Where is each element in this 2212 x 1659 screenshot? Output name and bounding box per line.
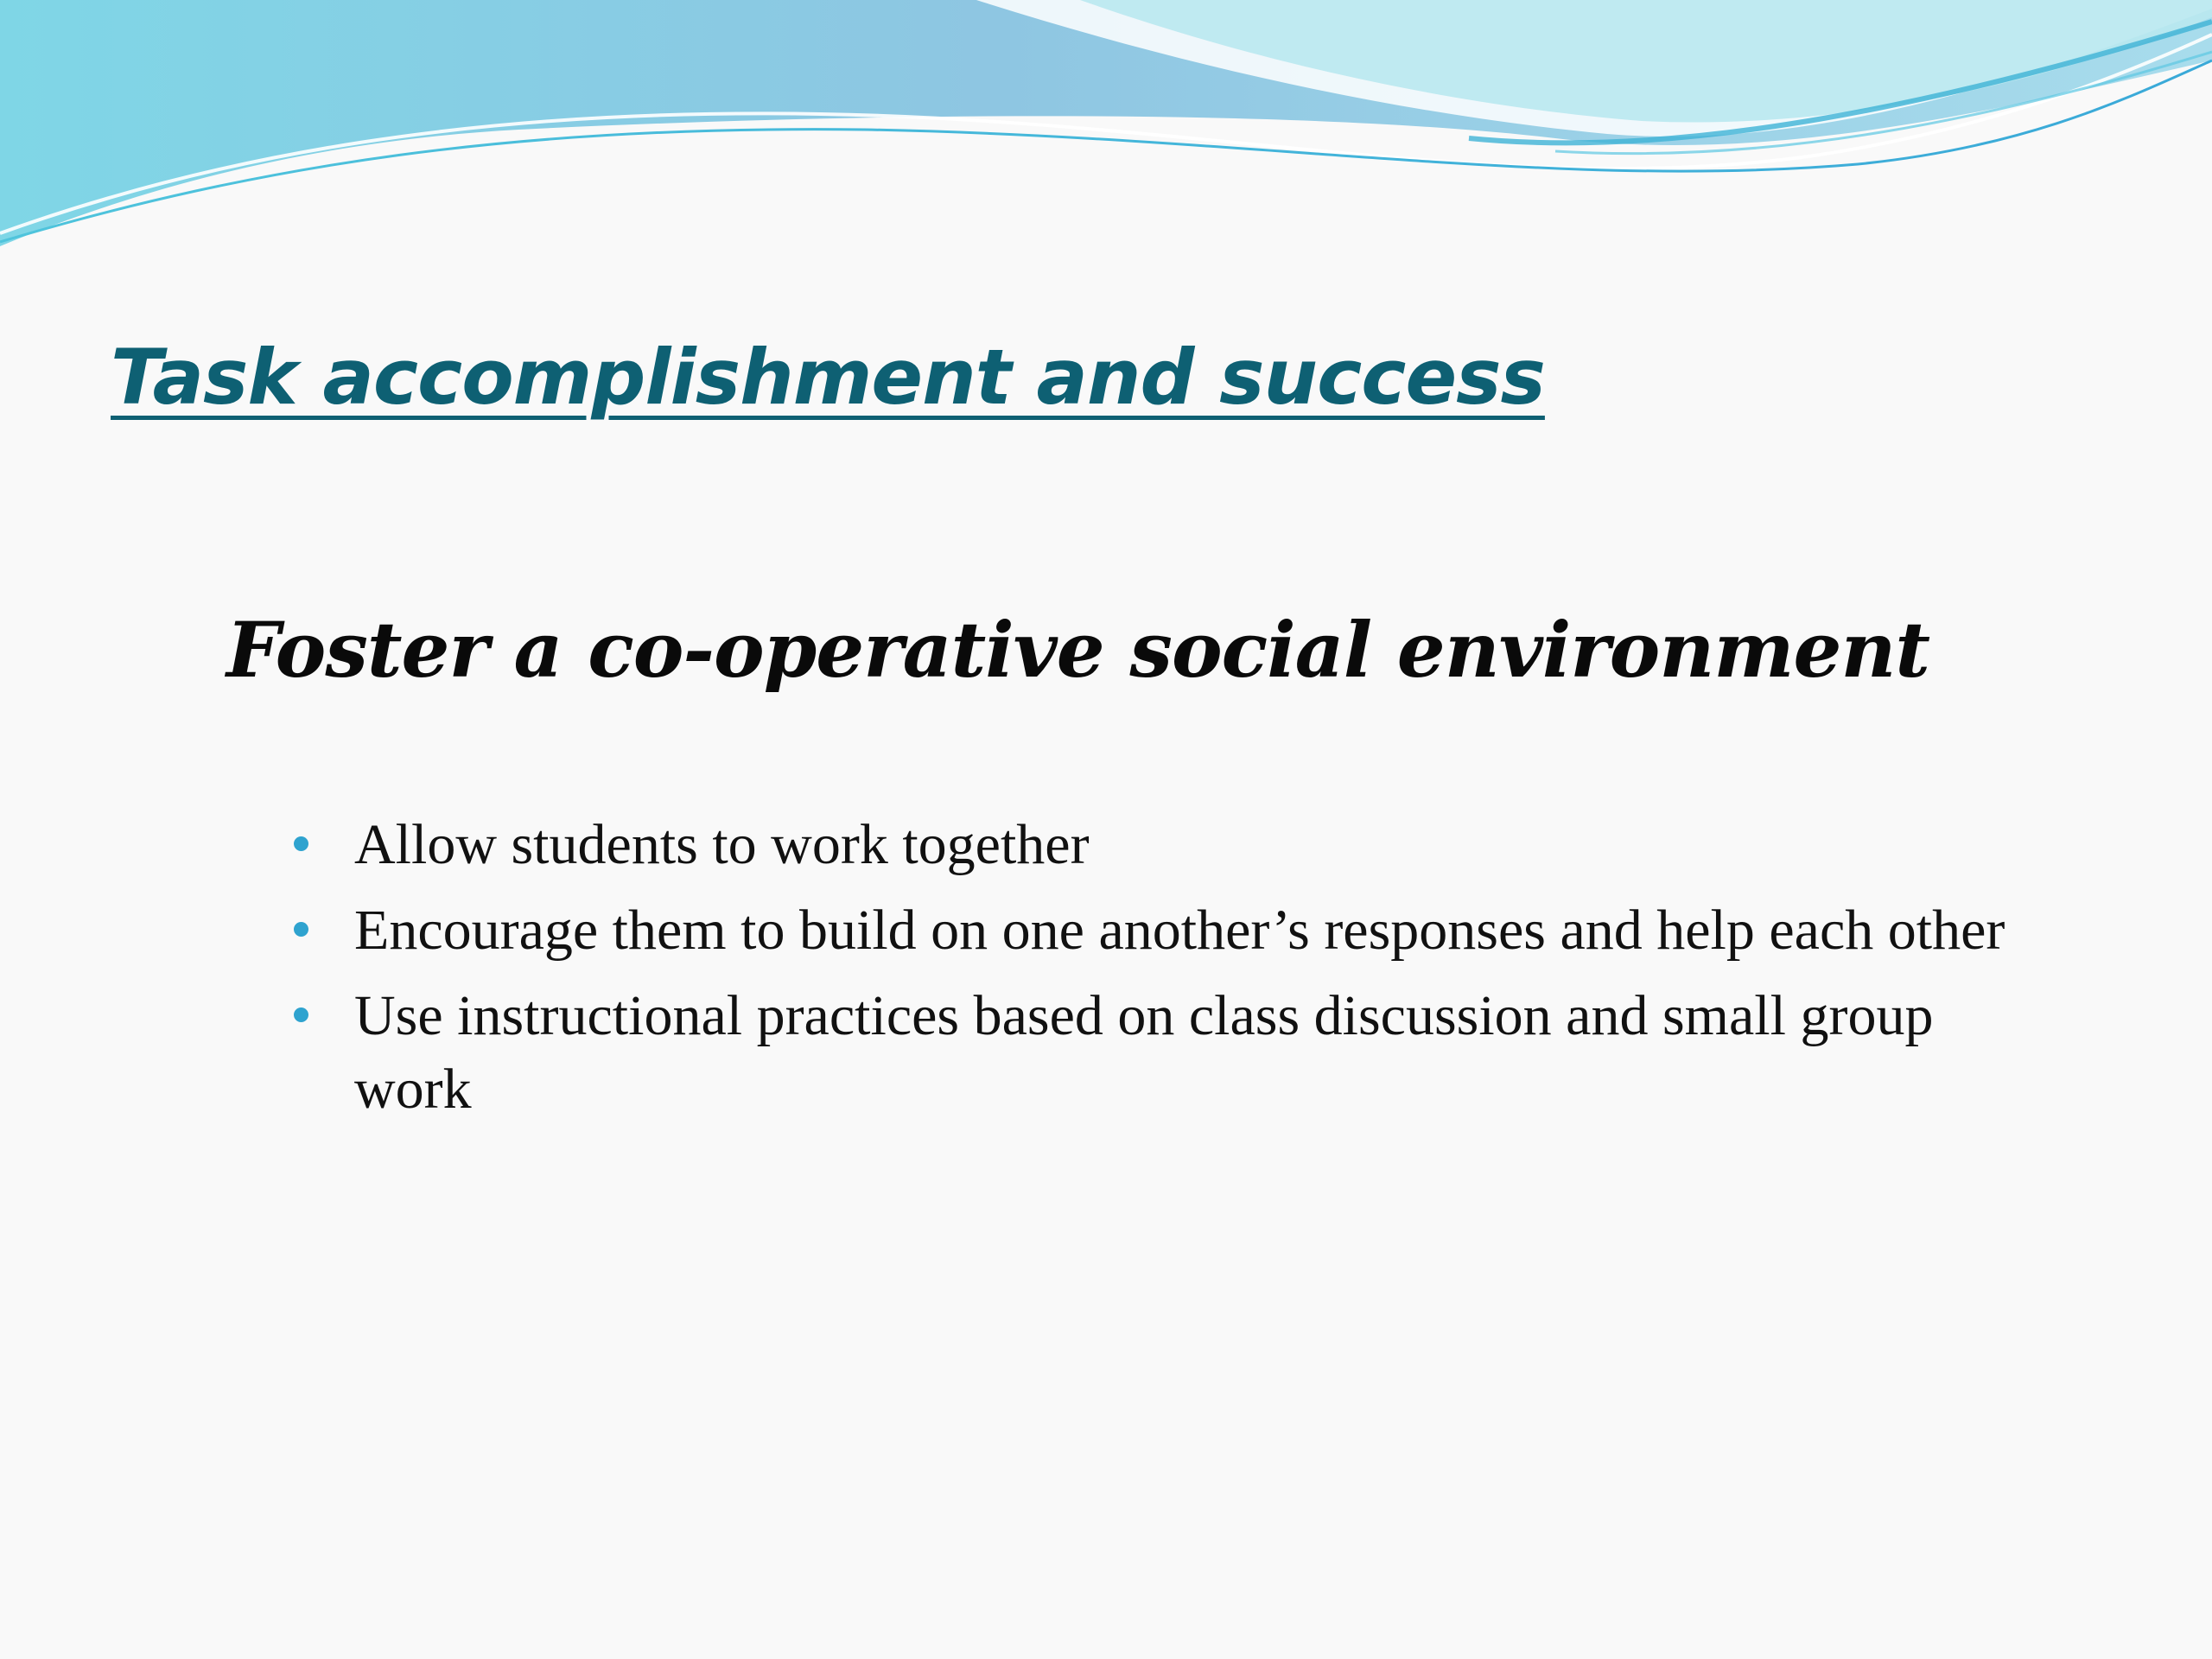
bullet-dot-icon (294, 922, 308, 937)
bullet-text: Encourage them to build on one another’s responses and help each other (354, 899, 2005, 962)
bullet-item (294, 893, 2039, 967)
bullet-text: Allow students to work together (354, 813, 1090, 876)
bullet-text: Use instructional practices based on class discussion and small group work (354, 984, 1934, 1121)
header-wave-decoration (0, 0, 2212, 259)
bullet-list (294, 808, 2039, 1138)
bullet-dot-icon (294, 836, 308, 851)
bullet-dot-icon (294, 1007, 308, 1022)
bullet-item (294, 979, 2039, 1126)
slide-subtitle: Foster a co-operative social environment (226, 605, 1930, 695)
slide-title: Task accomplishment and success (111, 333, 1545, 422)
bullet-item (294, 808, 2039, 881)
